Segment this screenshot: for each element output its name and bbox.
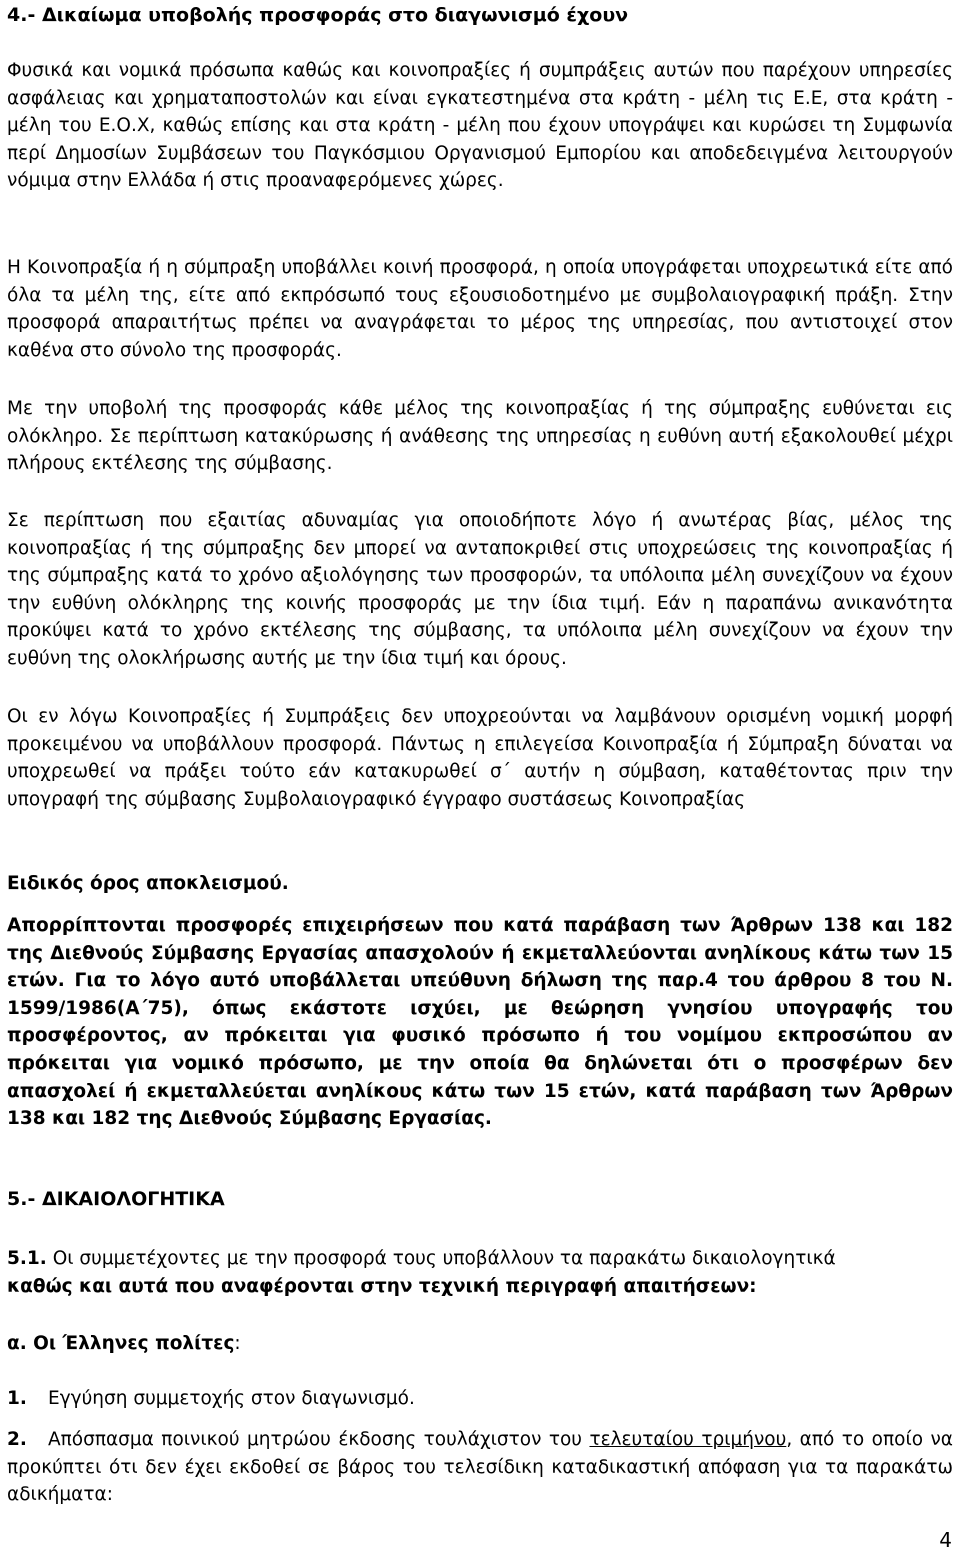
list-item-1-text: Εγγύηση συμμετοχής στον διαγωνισμό. (48, 1388, 415, 1409)
list-item-2-number: 2. (7, 1429, 27, 1450)
paragraph-eligibility: Φυσικά και νομικά πρόσωπα καθώς και κοινοπραξίες ή συμπράξεις αυτών που παρέχουν υπηρεσίες ασφάλειας και χρηματαποστολών και είναι εγκατεστημένα στα κράτη - μέλη τις Ε.Ε, στα κράτη - μέλη του Ε.Ο.Χ, καθώς επίσης και στα κράτη - μέλη που έχουν υπογράψει και κυρώσει τη Συμφωνία περί Δημοσίων Συμβάσεων του Παγκόσμιου Οργανισμού Εμπορίου και αποδεδειγμένα λειτουργούν νόμιμα στην Ελλάδα ή στις προαναφερόμενες χώρες. (7, 60, 953, 191)
paragraph-5-1 (7, 1245, 953, 1300)
paragraph-liability: Με την υποβολή της προσφοράς κάθε μέλος της κοινοπραξίας ή της σύμπραξης ευθύνεται εις ολόκληρο. Σε περίπτωση κατακύρωσης ή ανάθεσης της υπηρεσίας η ευθύνη αυτή εξακολουθεί μέχρι πλήρους εκτέλεσης της σύμβασης. (7, 398, 953, 474)
list-item-1 (7, 1385, 953, 1413)
paragraph-member-incapacity: Σε περίπτωση που εξαιτίας αδυναμίας για οποιοδήποτε λόγο ή ανωτέρας βίας, μέλος της κοινοπραξίας ή της σύμπραξης δεν μπορεί να ανταποκριθεί στις υποχρεώσεις της κοινοπραξίας ή της σύμπραξης κατά το χρόνο αξιολόγησης των προσφορών, τα υπόλοιπα μέλη συνεχίζουν να έχουν την ευθύνη ολόκληρης της κοινής προσφοράς με την ίδια τιμή. Εάν η παραπάνω ανικανότητα προκύψει κατά το χρόνο εκτέλεσης της σύμβασης, τα υπόλοιπα μέλη συνεχίζουν να έχουν την ευθύνη της ολοκλήρωσης αυτής με την ίδια τιμή και όρους. (7, 510, 953, 669)
subsection-a-label: α. Οι Έλληνες πολίτες (7, 1333, 235, 1354)
subsection-a-colon: : (234, 1333, 241, 1354)
list-item-1-number: 1. (7, 1388, 27, 1409)
page-number: 4 (939, 1528, 952, 1552)
clause-5-1-text: Οι συμμετέχοντες με την προσφορά τους υποβάλλουν τα παρακάτω δικαιολογητικά (46, 1248, 836, 1269)
paragraph-legal-form: Οι εν λόγω Κοινοπραξίες ή Συμπράξεις δεν υποχρεούνται να λαμβάνουν ορισμένη νομική μορφή προκειμένου να υποβάλλουν προσφορά. Πάντως η επιλεγείσα Κοινοπραξία ή Σύμπραξη δύναται να υποχρεωθεί να πράξει τούτο εάν κατακυρωθεί σ΄ αυτήν η σύμβαση, καταθέτοντας πριν την υπογραφή της σύμβασης Συμβολαιογραφικό έγγραφο συστάσεως Κοινοπραξίας (7, 706, 953, 810)
paragraph-consortium-offer: Η Κοινοπραξία ή η σύμπραξη υποβάλλει κοινή προσφορά, η οποία υπογράφεται υποχρεωτικά είτε από όλα τα μέλη της, είτε από εκπρόσωπό τους εξουσιοδοτημένο με συμβολαιογραφική πράξη. Στην προσφορά απαραιτήτως πρέπει να αναγράφεται το μέρος της υπηρεσίας, που αντιστοιχεί στον καθένα στο σύνολο της προσφοράς. (7, 257, 953, 361)
list-item-2-text-post: , από το οποίο να προκύπτει ότι δεν έχει εκδοθεί σε βάρος του τελεσίδικη καταδικαστική απόφαση για τα παρακάτω αδικήματα: (7, 1429, 954, 1505)
section-4-heading: 4.- Δικαίωμα υποβολής προσφοράς στο διαγωνισμό έχουν (7, 4, 629, 26)
list-item-2-underlined: τελευταίου τριμήνου (589, 1429, 787, 1450)
special-term-text: Απορρίπτονται προσφορές επιχειρήσεων που κατά παράβαση των Άρθρων 138 και 182 της Διεθνούς Σύμβασης Εργασίας απασχολούν ή εκμεταλλεύονται ανηλίκους κάτω των 15 ετών. Για το λόγο αυτό υποβάλλεται υπεύθυνη δήλωση της παρ.4 του άρθρου 8 του Ν. 1599/1986(Α΄75), όπως εκάστοτε ισχύει, με θεώρηση γνησίου υπογραφής του προσφέροντος, αν πρόκειται για φυσικό πρόσωπο ή του νομίμου εκπροσώπου αν πρόκειται για νομικό πρόσωπο, με την οποία θα δηλώνεται ότι ο προσφέρων δεν απασχολεί ή εκμεταλλεύεται ανηλίκους κάτω των 15 ετών, κατά παράβαση των Άρθρων 138 και 182 της Διεθνούς Σύμβασης Εργασίας. (7, 915, 953, 1130)
list-item-2 (7, 1426, 953, 1509)
clause-5-1-number: 5.1. (7, 1248, 47, 1269)
clause-5-1-bold-text: καθώς και αυτά που αναφέρονται στην τεχνική περιγραφή απαιτήσεων: (7, 1275, 757, 1297)
list-item-2-text-pre: Απόσπασμα ποινικού μητρώου έκδοσης τουλάχιστον του (48, 1429, 590, 1450)
section-5-heading: 5.- ΔΙΚΑΙΟΛΟΓΗΤΙΚΑ (7, 1188, 225, 1210)
special-term-heading: Ειδικός όρος αποκλεισμού. (7, 873, 289, 894)
subsection-a (7, 1330, 953, 1358)
